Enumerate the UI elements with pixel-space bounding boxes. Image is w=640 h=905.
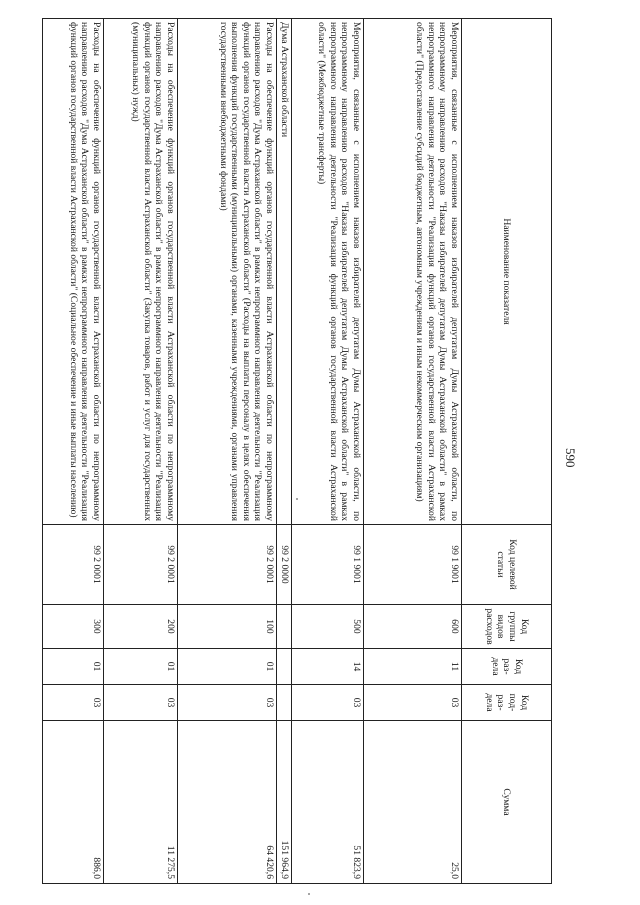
page-number: 590 <box>563 448 578 468</box>
table-row <box>178 19 277 884</box>
scan-speck <box>308 893 310 895</box>
cell-name: Мероприятия, связанные с исполнением наказов избирателей депутатам Думы Астраханской области, по непрограммному направлению расходов "Наказы избирателей депутатам Думы Астраханской области" в рамках непрограммного направления деятельности "Реализация функций органов государственной власти Астраханской области" (Межбюджетные трансферты) <box>292 19 364 525</box>
cell-amount: 886,0 <box>43 721 104 884</box>
cell-expense-group <box>277 605 292 649</box>
cell-subsection <box>277 685 292 721</box>
cell-amount: 51 823,9 <box>292 721 364 884</box>
table-row <box>104 19 178 884</box>
cell-section: 01 <box>43 649 104 685</box>
cell-expense-group: 100 <box>178 605 277 649</box>
cell-target-code: 99 2 0001 <box>43 525 104 605</box>
cell-subsection: 03 <box>104 685 178 721</box>
cell-amount: 151 964,9 <box>277 721 292 884</box>
cell-section: 01 <box>104 649 178 685</box>
cell-name: Мероприятия, связанные с исполнением наказов избирателей депутатам Думы Астраханской области, по непрограммному направлению расходов "Наказы избирателей депутатам Думы Астраханской области" в рамках непрограммного направления деятельности "Реализация функций органов государственной власти Астраханской области" (Предоставление субсидий бюджетным, автономным учреждениям и иным некоммерческим организациям) <box>364 19 462 525</box>
cell-section: 14 <box>292 649 364 685</box>
header-amount: Сумма <box>462 721 552 884</box>
table-row <box>364 19 462 884</box>
cell-expense-group: 500 <box>292 605 364 649</box>
cell-expense-group: 600 <box>364 605 462 649</box>
cell-subsection: 03 <box>292 685 364 721</box>
cell-section <box>277 649 292 685</box>
cell-target-code: 99 2 0000 <box>277 525 292 605</box>
cell-expense-group: 200 <box>104 605 178 649</box>
cell-target-code: 99 2 0001 <box>178 525 277 605</box>
cell-section: 01 <box>178 649 277 685</box>
cell-name: Расходы на обеспечение функций органов государственной власти Астраханской области по непрограммному направлению расходов "Дума Астраханской области" в рамках непрограммного направления деятельности "Реализация функций органов государственной власти Астраханской области" (Социальное обеспечение и иные выплаты населению) <box>43 19 104 525</box>
table-row <box>292 19 364 884</box>
cell-expense-group: 300 <box>43 605 104 649</box>
header-subsection: Код под-раз-дела <box>462 685 552 721</box>
header-target-code: Код целевой статьи <box>462 525 552 605</box>
cell-amount: 25,0 <box>364 721 462 884</box>
cell-subsection: 03 <box>43 685 104 721</box>
header-name: Наименование показателя <box>462 19 552 525</box>
budget-table <box>42 18 552 884</box>
rotated-page <box>67 4 600 899</box>
header-expense-group: Код группы видов расходов <box>462 605 552 649</box>
cell-target-code: 99 2 0001 <box>104 525 178 605</box>
table-header-row <box>462 19 552 884</box>
cell-target-code: 99 1 9001 <box>364 525 462 605</box>
cell-subsection: 03 <box>178 685 277 721</box>
cell-name: Дума Астраханской области <box>277 19 292 525</box>
scan-speck <box>296 498 298 500</box>
cell-name: Расходы на обеспечение функций органов государственной власти Астраханской области по непрограммному направлению расходов "Дума Астраханской области" в рамках непрограммного направления деятельности "Реализация функций органов государственной власти Астраханской области" (Закупка товаров, работ и услуг для государственных (муниципальных) нужд) <box>104 19 178 525</box>
cell-subsection: 03 <box>364 685 462 721</box>
table-row <box>43 19 104 884</box>
table-row <box>277 19 292 884</box>
cell-section: 11 <box>364 649 462 685</box>
cell-name: Расходы на обеспечение функций органов государственной власти Астраханской области по непрограммному направлению расходов "Дума Астраханской области" в рамках непрограммного направления деятельности "Реализация функций органов государственной власти Астраханской области" (Расходы на выплаты персоналу в целях обеспечения выполнения функций государственными (муниципальными) органами, казенными учреждениями, органами управления государственными внебюджетными фондами) <box>178 19 277 525</box>
cell-target-code: 99 1 9001 <box>292 525 364 605</box>
cell-amount: 11 275,5 <box>104 721 178 884</box>
header-section: Код раз-дела <box>462 649 552 685</box>
cell-amount: 64 420,6 <box>178 721 277 884</box>
